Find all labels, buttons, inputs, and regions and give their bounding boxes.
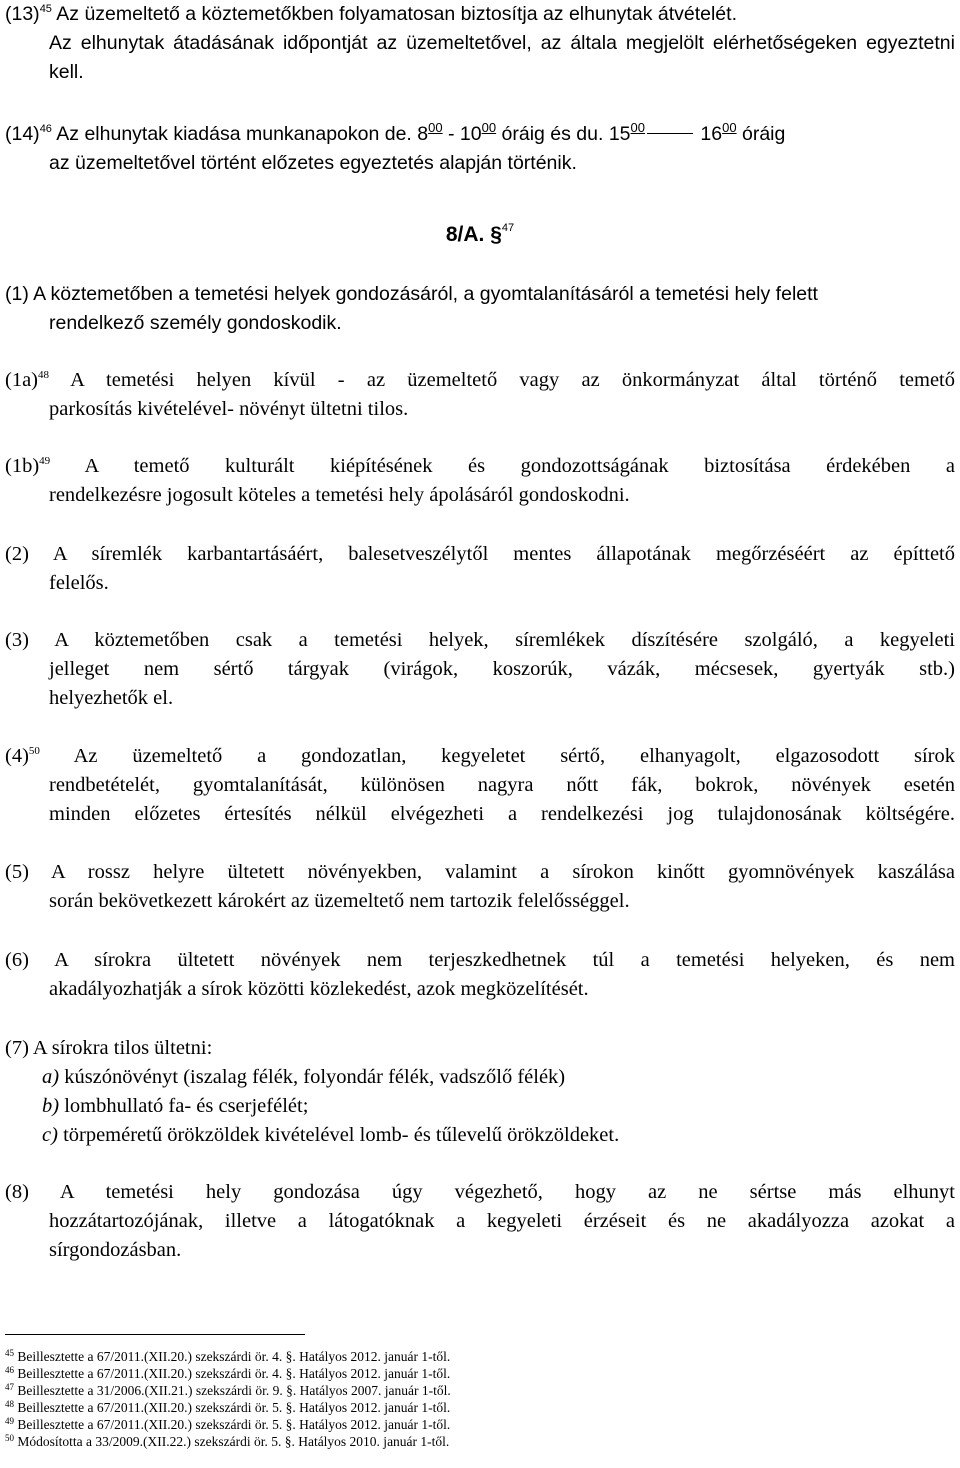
para-text: óráig xyxy=(736,123,786,145)
footnote-number: 49 xyxy=(5,1416,14,1426)
footnote-text: Beillesztette a 67/2011.(XII.20.) szekszárdi ör. 5. §. Hatályos 2012. január 1-től. xyxy=(17,1400,451,1415)
paragraph-7 xyxy=(5,1034,955,1150)
para-continuation: felelős. xyxy=(49,572,109,594)
footnote-number: 46 xyxy=(5,1365,14,1375)
para-text: (5) A rossz helyre ültetett növényekben, valamint a sírokon kinőtt gyomnövények kaszálása xyxy=(5,861,955,883)
footnote-number: 48 xyxy=(5,1399,14,1409)
footnote-ref-49: 49 xyxy=(39,455,51,467)
footnote-ref-46: 46 xyxy=(39,123,52,135)
list-item-b xyxy=(5,1092,955,1121)
footnote-ref-48: 48 xyxy=(38,369,50,381)
para-text: A temető kulturált kiépítésének és gondozottságának biztosítása érdekében a xyxy=(84,455,955,477)
para-number: (1a) xyxy=(5,369,39,391)
para-text: (1) A köztemetőben a temetési helyek gondozásáról, a gyomtalanításáról a temetési hely felett xyxy=(5,283,818,305)
footnote-number: 47 xyxy=(5,1382,14,1392)
para-continuation: során bekövetkezett károkért az üzemeltető nem tartozik felelősséggel. xyxy=(49,890,630,912)
para-text: (7) A sírokra tilos ültetni: xyxy=(5,1037,213,1059)
footnote-text: Beillesztette a 67/2011.(XII.20.) szekszárdi ör. 4. §. Hatályos 2012. január 1-től. xyxy=(17,1349,451,1364)
time-superscript: 00 xyxy=(481,120,497,135)
footnote-text: Beillesztette a 67/2011.(XII.20.) szekszárdi ör. 4. §. Hatályos 2012. január 1-től. xyxy=(17,1366,451,1381)
footnote-separator xyxy=(5,1334,305,1335)
para-text: óráig és du. 15 xyxy=(496,123,631,145)
paragraph-3 xyxy=(5,626,955,713)
para-continuation: rendelkező személy gondoskodik. xyxy=(49,312,342,334)
list-label: c) xyxy=(42,1124,58,1146)
footnote-text: Beillesztette a 31/2006.(XII.21.) szekszárdi ör. 9. §. Hatályos 2007. január 1-től. xyxy=(17,1383,451,1398)
footnote-ref-45: 45 xyxy=(39,3,52,15)
time-superscript: 00 xyxy=(722,120,737,135)
para-number: (1b) xyxy=(5,455,40,477)
footnote-46 xyxy=(5,1365,451,1382)
para-text: (8) A temetési hely gondozása úgy végezhető, hogy az ne sértse más elhunyt xyxy=(5,1181,955,1203)
para-continuation: az üzemeltetővel történt előzetes egyeztetés alapján történik. xyxy=(49,152,577,174)
paragraph-13 xyxy=(5,0,955,87)
para-number: (13) xyxy=(5,3,40,25)
para-number: (14) xyxy=(5,123,40,145)
para-text: Az üzemeltető a köztemetőkben folyamatosan biztosítja az elhunytak átvételét. xyxy=(56,3,737,25)
footnote-50 xyxy=(5,1433,451,1450)
para-text: 16 xyxy=(695,123,723,145)
heading-title: 8/A. xyxy=(445,223,485,246)
paragraph-2 xyxy=(5,540,955,598)
footnotes xyxy=(5,1348,451,1450)
list-label: a) xyxy=(42,1066,60,1088)
para-continuation: sírgondozásban. xyxy=(49,1239,182,1261)
para-text: (2) A síremlék karbantartásáért, balesetveszélytől mentes állapotának megőrzéséért az építtető xyxy=(5,543,955,565)
paragraph-14 xyxy=(5,120,955,178)
para-continuation: parkosítás kivételével- növényt ültetni tilos. xyxy=(49,398,409,420)
dash-line xyxy=(647,133,693,134)
para-text: (3) A köztemetőben csak a temetési helyek, síremlékek díszítésére szolgáló, a kegyeleti xyxy=(5,629,955,651)
para-continuation: hozzátartozójának, illetve a látogatóknak a kegyeleti érzéseit és ne akadályozza azokat a xyxy=(49,1210,955,1232)
section-heading xyxy=(5,220,955,249)
footnote-ref-47: 47 xyxy=(501,222,515,234)
para-text: Az üzemeltető a gondozatlan, kegyeletet sértő, elhanyagolt, elgazosodott sírok xyxy=(73,745,955,767)
para-text: A temetési helyen kívül - az üzemeltető vagy az önkormányzat által történő temető xyxy=(70,369,955,391)
para-text: (6) A sírokra ültetett növények nem terjeszkedhetnek túl a temetési helyeken, és nem xyxy=(5,949,955,971)
time-superscript: 00 xyxy=(630,120,645,135)
section-sign: § xyxy=(490,223,502,246)
list-item-c xyxy=(5,1121,955,1150)
paragraph-4 xyxy=(5,742,955,829)
footnote-49 xyxy=(5,1416,451,1433)
para-continuation: rendbetételét, gyomtalanítását, különösen nagyra nőtt fák, bokrok, növények esetén xyxy=(49,774,955,796)
para-continuation: minden előzetes értesítés nélkül elvégezheti a rendelkezési jog tulajdonosának költségére. xyxy=(49,803,955,825)
footnote-text: Beillesztette a 67/2011.(XII.20.) szekszárdi ör. 5. §. Hatályos 2012. január 1-től. xyxy=(17,1417,451,1432)
paragraph-6 xyxy=(5,946,955,1004)
para-text: - 10 xyxy=(442,123,482,145)
paragraph-1a xyxy=(5,366,955,424)
para-continuation: akadályozhatják a sírok közötti közlekedést, azok megközelítését. xyxy=(49,978,589,1000)
footnote-47 xyxy=(5,1382,451,1399)
para-text: Az elhunytak kiadása munkanapokon de. 8 xyxy=(56,123,429,145)
paragraph-8 xyxy=(5,1178,955,1265)
list-text: törpeméretű örökzöldek kivételével lomb- és tűlevelű örökzöldeket. xyxy=(57,1124,620,1146)
para-number: (4) xyxy=(5,745,29,767)
para-continuation: rendelkezésre jogosult köteles a temetési hely ápolásáról gondoskodni. xyxy=(49,484,630,506)
list-text: kúszónövényt (iszalag félék, folyondár félék, vadszőlő félék) xyxy=(59,1066,566,1088)
list-item-a xyxy=(5,1063,955,1092)
time-superscript: 00 xyxy=(428,120,443,135)
footnote-48 xyxy=(5,1399,451,1416)
footnote-text: Módosította a 33/2009.(XII.22.) szekszárdi ör. 5. §. Hatályos 2010. január 1-től. xyxy=(17,1434,450,1449)
footnote-ref-50: 50 xyxy=(28,745,40,757)
paragraph-1 xyxy=(5,280,955,338)
footnote-number: 45 xyxy=(5,1348,14,1358)
list-text: lombhullató fa- és cserjefélét; xyxy=(59,1095,309,1117)
paragraph-5 xyxy=(5,858,955,916)
para-continuation: helyezhetők el. xyxy=(49,687,174,709)
footnote-number: 50 xyxy=(5,1433,14,1443)
para-continuation: jelleget nem sértő tárgyak (virágok, koszorúk, vázák, mécsesek, gyertyák stb.) xyxy=(49,658,955,680)
list-label: b) xyxy=(42,1095,60,1117)
para-continuation: Az elhunytak átadásának időpontját az üzemeltetővel, az általa megjelölt elérhetőségeken egyeztetni kell. xyxy=(49,32,955,83)
paragraph-1b xyxy=(5,452,955,510)
footnote-45 xyxy=(5,1348,451,1365)
